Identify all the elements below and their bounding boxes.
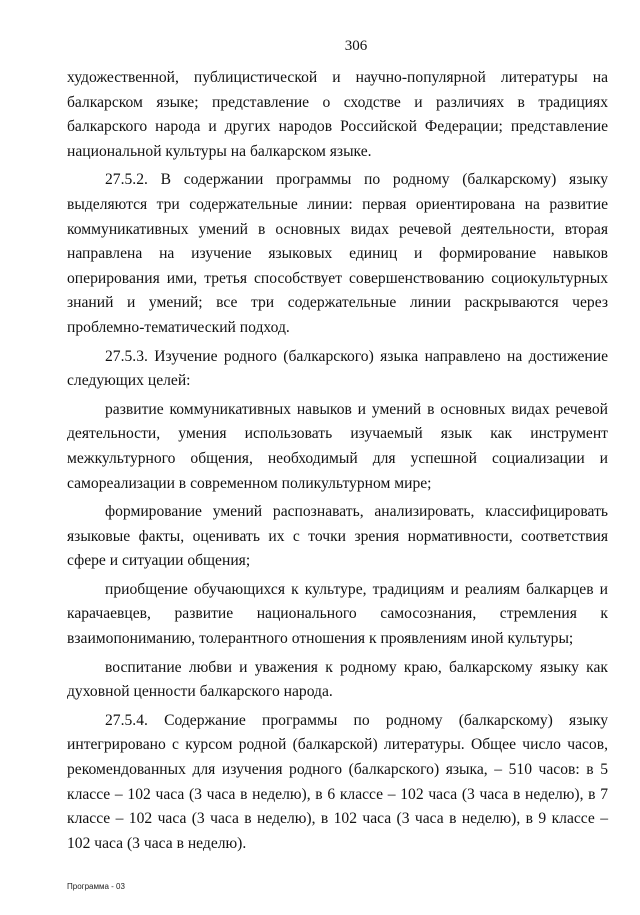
paragraph-27-5-3: 27.5.3. Изучение родного (балкарского) языка направлено на достижение следующих целей: xyxy=(67,347,608,390)
goal-item-language-facts: формирование умений распознавать, анализировать, классифицировать языковые факты, оценивать их с точки зрения нормативности, соответствия сфере и ситуации общения; xyxy=(67,503,608,570)
paragraph-27-5-4: 27.5.4. Содержание программы по родному (балкарскому) языку интегрировано с курсом родной (балкарской) литературы. Общее число часов, рекомендованных для изучения родного (балкарского) языка, – 510 часов: в 5 классе – 102 часа (3 часа в неделю), в 6 классе – 102 часа (3 часа в неделю), в 7 классе – 102 часа (3 часа в неделю), в 102 часа (3 часа в неделю), в 9 классе – 102 часа (3 часа в неделю). xyxy=(67,711,608,852)
page-footer: Программа - 03 xyxy=(67,882,125,891)
goal-item-communicative: развитие коммуникативных навыков и умений в основных видах речевой деятельности, умения использовать изучаемый язык как инструмент межкультурного общения, необходимый для успешной социализации и самореализации в современном поликультурном мире; xyxy=(67,400,608,492)
paragraph-27-5-2: 27.5.2. В содержании программы по родному (балкарскому) языку выделяются три содержательные линии: первая ориентирована на развитие коммуникативных умений в основных видах речевой деятельности, вторая направлена на изучение языковых единиц и формирование навыков оперирования ими, третья способствует совершенствованию социокультурных знаний и умений; все три содержательные линии раскрываются через проблемно-тематический подход. xyxy=(67,171,608,336)
goal-item-culture: приобщение обучающихся к культуре, традициям и реалиям балкарцев и карачаевцев, развитие национального самосознания, стремления к взаимопониманию, толерантного отношения к проявлениям иной культуры; xyxy=(67,580,608,648)
document-body xyxy=(67,66,608,856)
paragraph-continuation: художественной, публицистической и научно-популярной литературы на балкарском языке; представление о сходстве и различиях в традициях балкарского народа и других народов Российской Федерации; представление национальной культуры на балкарском языке. xyxy=(67,69,608,160)
goal-item-love: воспитание любви и уважения к родному краю, балкарскому языку как духовной ценности балкарского народа. xyxy=(67,658,608,701)
page-number: 306 xyxy=(344,38,368,54)
